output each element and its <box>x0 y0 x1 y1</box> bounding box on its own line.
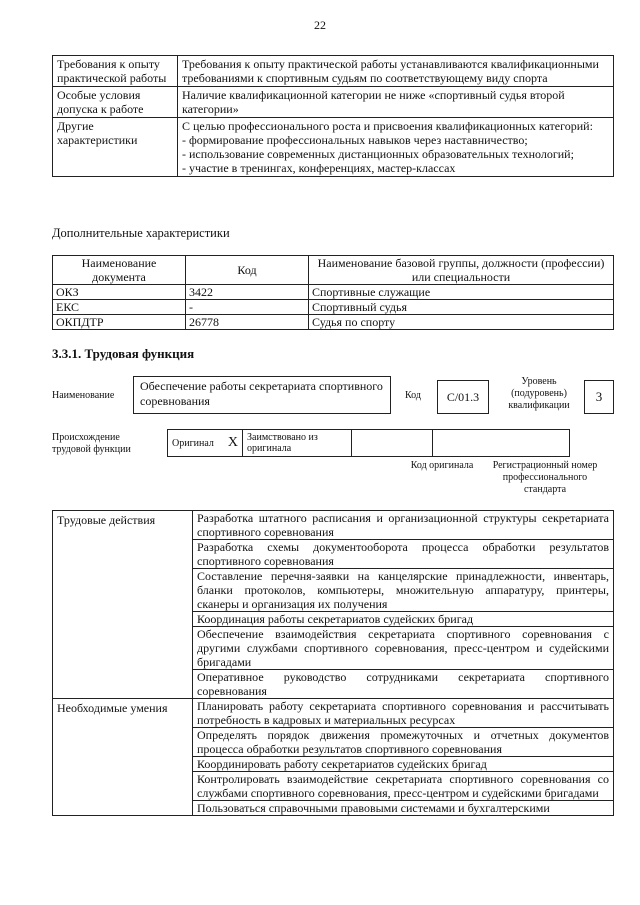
table-row <box>53 87 614 118</box>
table-row <box>53 118 614 177</box>
table-row <box>168 430 570 457</box>
table-cell: ОКЗ <box>53 285 186 300</box>
function-item: Контролировать взаимодействие секретариата спортивного соревнования со службами спортивного соревнования, пресс-центром и судейскими бригадами <box>193 772 614 801</box>
table-cell: Спортивный судья <box>309 300 614 315</box>
column-header: Наименование базовой группы, должности (профессии) или специальности <box>309 256 614 285</box>
table-cell: ЕКС <box>53 300 186 315</box>
requirements-table <box>52 55 614 177</box>
function-item: Определять порядок движения промежуточных и отчетных документов процесса обработки результатов спортивного соревнования <box>193 728 614 757</box>
row-text <box>178 118 614 177</box>
function-item: Разработка схемы документооборота процесса обработки результатов спортивного соревнования <box>193 540 614 569</box>
section-heading: 3.3.1. Трудовая функция <box>52 346 195 361</box>
reg-number-caption: Регистрационный номер профессионального стандарта <box>492 460 598 495</box>
table-cell: 26778 <box>186 315 309 330</box>
column-header: Наименование документа <box>53 256 186 285</box>
row-label: Другие характеристики <box>53 118 178 177</box>
function-item: Обеспечение взаимодействия секретариата спортивного соревнования с другими службами спортивного соревнования, пресс-центром и судейскими бригадами <box>193 627 614 670</box>
code-original-caption: Код оригинала <box>410 460 474 471</box>
table-cell: 3422 <box>186 285 309 300</box>
original-label: Оригинал <box>172 437 214 449</box>
row-text: Наличие квалификационной категории не ниже «спортивный судья второй категории» <box>178 87 614 118</box>
function-item: Пользоваться справочными правовыми системами и бухгалтерскими <box>193 801 614 816</box>
table-cell: ОКПДТР <box>53 315 186 330</box>
category-label: Необходимые умения <box>53 699 193 816</box>
level-value: 3 <box>584 380 614 414</box>
category-label: Трудовые действия <box>53 511 193 699</box>
code-label: Код <box>405 390 421 401</box>
function-item: Координировать работу секретариатов судейских бригад <box>193 757 614 772</box>
row-label: Особые условия допуска к работе <box>53 87 178 118</box>
text-line: - участие в тренингах, конференциях, мастер-классах <box>182 161 456 175</box>
table-header-row <box>53 256 614 285</box>
code-value: C/01.3 <box>437 380 489 414</box>
table-row <box>53 315 614 330</box>
origin-label <box>52 432 142 456</box>
additional-table <box>52 255 614 330</box>
functions-table <box>52 510 614 816</box>
code-original-cell <box>352 430 433 457</box>
table-row <box>53 56 614 87</box>
borrowed-label: Заимствовано из оригинала <box>243 430 352 457</box>
row-text: Требования к опыту практической работы устанавливаются квалификационными требованиями к спортивным судьям по соответствующему виду спорта <box>178 56 614 87</box>
original-cell <box>168 430 243 457</box>
row-label: Требования к опыту практической работы <box>53 56 178 87</box>
name-label: Наименование <box>52 390 115 401</box>
page-number: 22 <box>314 18 326 32</box>
text-line: - использование современных дистанционных образовательных технологий; <box>182 147 574 161</box>
reg-number-cell <box>433 430 570 457</box>
origin-table <box>167 429 570 457</box>
level-label: Уровень (подуровень) квалификации <box>508 376 570 411</box>
table-cell: Спортивные служащие <box>309 285 614 300</box>
table-row <box>53 285 614 300</box>
function-item: Разработка штатного расписания и организационной структуры секретариата спортивного соревнования <box>193 511 614 540</box>
origin-mark: X <box>227 434 239 450</box>
function-item: Оперативное руководство сотрудниками секретариата спортивного соревнования <box>193 670 614 699</box>
function-item: Координация работы секретариатов судейских бригад <box>193 612 614 627</box>
name-value: Обеспечение работы секретариата спортивного соревнования <box>133 376 391 414</box>
function-item: Составление перечня-заявки на канцелярские принадлежности, инвентарь, бланки протоколов, компьютеры, множительную аппаратуру, принтеры, сканеры и организация их получения <box>193 569 614 612</box>
text-line: С целью профессионального роста и присвоения квалификационных категорий: <box>182 119 593 133</box>
table-row <box>53 511 614 540</box>
text-line: - формирование профессиональных навыков через наставничество; <box>182 133 528 147</box>
table-cell: - <box>186 300 309 315</box>
function-item: Планировать работу секретариата спортивного соревнования и рассчитывать потребность в кадровых и материальных ресурсах <box>193 699 614 728</box>
table-cell: Судья по спорту <box>309 315 614 330</box>
table-row <box>53 300 614 315</box>
origin-label-text: Происхождение трудовой функции <box>52 432 131 455</box>
table-row <box>53 699 614 728</box>
additional-title: Дополнительные характеристики <box>52 226 230 240</box>
column-header: Код <box>186 256 309 285</box>
